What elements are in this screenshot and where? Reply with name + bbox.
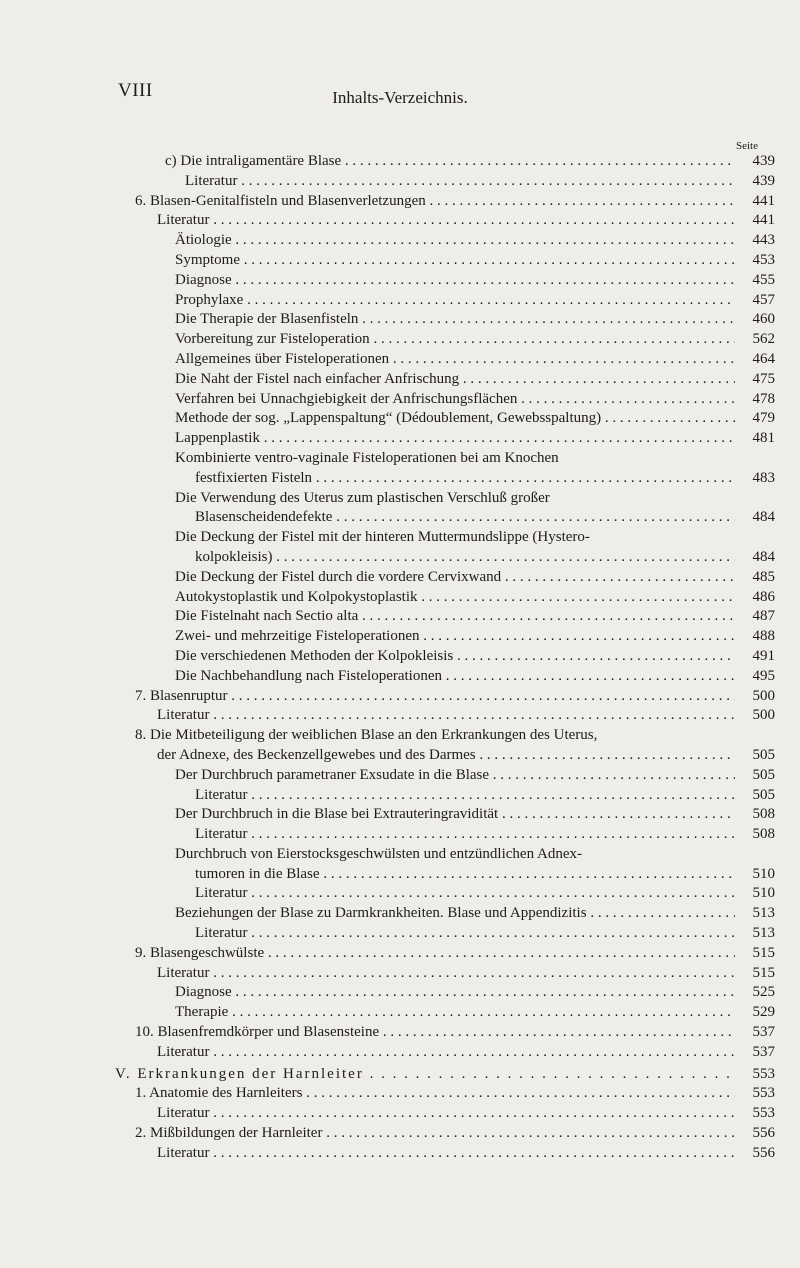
toc-page-number: 441 [752, 212, 775, 229]
toc-entry [115, 964, 775, 984]
toc-entry [115, 192, 775, 212]
toc-page-number: 556 [752, 1144, 775, 1161]
toc-entry [115, 152, 775, 172]
toc-entry [115, 350, 775, 370]
toc-entry-line [115, 726, 775, 746]
toc-page-number: 553 [752, 1085, 775, 1102]
toc-page-number: 479 [752, 410, 775, 427]
toc-entry-title: Literatur . . . [195, 825, 735, 845]
toc-page-number: 495 [752, 667, 775, 684]
toc-entry [115, 944, 775, 964]
toc-entry-title: Literatur . . . [157, 211, 735, 231]
toc-entry-title: 9. Blasengeschwülste . . . [135, 944, 735, 964]
toc-entry [115, 904, 775, 924]
toc-page-number: 515 [752, 944, 775, 961]
toc-entry-title: Literatur . . . [185, 172, 735, 192]
toc-page-number: 485 [752, 568, 775, 585]
toc-entry [115, 390, 775, 410]
toc-entry-title: Der Durchbruch parametraner Exsudate in die Blase . . . [175, 766, 735, 786]
toc-entry [115, 746, 775, 766]
toc-page-number: 455 [752, 271, 775, 288]
toc-page-number: 505 [752, 746, 775, 763]
toc-page-number: 508 [752, 806, 775, 823]
toc-entry-title: 6. Blasen-Genitalfisteln und Blasenverletzungen . . . [135, 192, 735, 212]
toc-entry-title: 7. Blasenruptur . . . [135, 687, 735, 707]
toc-entry-title: Allgemeines über Fisteloperationen . . . [175, 350, 735, 370]
toc-page-number: 481 [752, 430, 775, 447]
toc-entry-title: 8. Die Mitbeteiligung der weiblichen Blase an den Erkrankungen des Uterus, [135, 727, 598, 744]
table-of-contents [115, 152, 775, 1164]
toc-page-number: 500 [752, 707, 775, 724]
toc-entry-title: 10. Blasenfremdkörper und Blasensteine . . . [135, 1023, 735, 1043]
toc-page-number: 508 [752, 826, 775, 843]
toc-entry-title: Zwei- und mehrzeitige Fisteloperationen . . . [175, 627, 735, 647]
toc-entry-continuation: Blasenscheidendefekte . . . [195, 508, 735, 528]
toc-page-number: 500 [752, 687, 775, 704]
toc-entry-title: 2. Mißbildungen der Harnleiter . . . [135, 1124, 735, 1144]
toc-entry-title: Methode der sog. „Lappenspaltung“ (Dédoublement, Gewebsspaltung) . . . [175, 409, 735, 429]
toc-entry [115, 271, 775, 291]
toc-entry [115, 884, 775, 904]
toc-entry [115, 172, 775, 192]
toc-entry [115, 310, 775, 330]
toc-entry-title: 1. Anatomie des Harnleiters . . . [135, 1084, 735, 1104]
toc-entry [115, 1065, 775, 1085]
toc-entry-continuation: tumoren in die Blase . . . [195, 865, 735, 885]
toc-entry [115, 1043, 775, 1063]
toc-page-number: 556 [752, 1125, 775, 1142]
toc-entry-title: Beziehungen der Blase zu Darmkrankheiten. Blase und Appendizitis . . . [175, 904, 735, 924]
toc-page-number: 505 [752, 766, 775, 783]
toc-page-number: 529 [752, 1004, 775, 1021]
toc-entry [115, 786, 775, 806]
toc-entry-title: Literatur . . . [195, 924, 735, 944]
toc-entry-title: Die Nachbehandlung nach Fisteloperationen . . . [175, 667, 735, 687]
toc-page-number: 453 [752, 251, 775, 268]
toc-entry-title: Literatur . . . [157, 1144, 735, 1164]
toc-entry-title: Die Naht der Fistel nach einfacher Anfrischung . . . [175, 370, 735, 390]
toc-page-number: 443 [752, 232, 775, 249]
toc-entry [115, 766, 775, 786]
toc-entry-title: Verfahren bei Unnachgiebigkeit der Anfrischungsflächen . . . [175, 390, 735, 410]
toc-entry [115, 508, 775, 528]
toc-entry-title: Die Verwendung des Uterus zum plastischen Verschluß großer [175, 489, 550, 506]
toc-entry [115, 211, 775, 231]
toc-entry [115, 647, 775, 667]
toc-page-number: 478 [752, 390, 775, 407]
toc-entry-title: Literatur . . . [195, 786, 735, 806]
toc-entry [115, 469, 775, 489]
toc-page-number: 513 [752, 905, 775, 922]
toc-entry-line [115, 845, 775, 865]
toc-entry [115, 370, 775, 390]
toc-entry-title: Die Deckung der Fistel mit der hinteren Muttermundslippe (Hystero- [175, 529, 590, 546]
toc-entry-title: Symptome . . . [175, 251, 735, 271]
toc-entry-title: Durchbruch von Eierstocksgeschwülsten und entzündlichen Adnex- [175, 845, 582, 862]
toc-entry-title: Die verschiedenen Methoden der Kolpokleisis . . . [175, 647, 735, 667]
toc-entry [115, 548, 775, 568]
toc-entry-title: c) Die intraligamentäre Blase . . . [165, 152, 735, 172]
toc-entry [115, 687, 775, 707]
toc-entry [115, 330, 775, 350]
toc-page-number: 487 [752, 608, 775, 625]
toc-page-number: 486 [752, 588, 775, 605]
toc-entry [115, 1124, 775, 1144]
toc-page-number: 464 [752, 350, 775, 367]
toc-entry [115, 1003, 775, 1023]
toc-entry-line [115, 489, 775, 509]
toc-entry-title: Lappenplastik . . . [175, 429, 735, 449]
toc-entry [115, 627, 775, 647]
toc-entry [115, 706, 775, 726]
toc-entry-title: Diagnose . . . [175, 271, 735, 291]
toc-entry-title: Literatur . . . [195, 884, 735, 904]
toc-page-number: 441 [752, 192, 775, 209]
toc-page-number: 505 [752, 786, 775, 803]
toc-page-number: 525 [752, 984, 775, 1001]
toc-entry-title: Der Durchbruch in die Blase bei Extrauteringravidität . . . [175, 805, 735, 825]
toc-page-number: 562 [752, 331, 775, 348]
running-head: Inhalts-Verzeichnis. [332, 88, 468, 107]
toc-entry [115, 1084, 775, 1104]
page-column-label: Seite [736, 140, 758, 152]
toc-page-number: 510 [752, 865, 775, 882]
toc-entry-title: Autokystoplastik und Kolpokystoplastik . . . [175, 588, 735, 608]
toc-entry [115, 667, 775, 687]
page-number: VIII [118, 80, 153, 101]
toc-page-number: 460 [752, 311, 775, 328]
toc-entry [115, 865, 775, 885]
toc-page-number: 515 [752, 964, 775, 981]
toc-entry-title: Prophylaxe . . . [175, 291, 735, 311]
toc-page-number: 537 [752, 1043, 775, 1060]
toc-page-number: 537 [752, 1024, 775, 1041]
toc-entry-continuation: festfixierten Fisteln . . . [195, 469, 735, 489]
toc-page-number: 439 [752, 172, 775, 189]
toc-entry [115, 409, 775, 429]
toc-entry [115, 429, 775, 449]
toc-entry [115, 1104, 775, 1124]
toc-page-number: 510 [752, 885, 775, 902]
toc-page-number: 488 [752, 628, 775, 645]
toc-page-number: 484 [752, 509, 775, 526]
toc-page-number: 457 [752, 291, 775, 308]
toc-page-number: 439 [752, 153, 775, 169]
toc-page-number: 483 [752, 469, 775, 486]
toc-entry-title: Die Fistelnaht nach Sectio alta . . . [175, 607, 735, 627]
toc-entry-line [115, 528, 775, 548]
toc-entry-title: V. Erkrankungen der Harnleiter . . . [115, 1065, 735, 1085]
toc-entry-line [115, 449, 775, 469]
toc-entry [115, 1023, 775, 1043]
toc-page-number: 491 [752, 647, 775, 664]
toc-entry [115, 825, 775, 845]
toc-entry [115, 568, 775, 588]
toc-entry [115, 983, 775, 1003]
toc-entry [115, 607, 775, 627]
toc-entry-title: Literatur . . . [157, 964, 735, 984]
toc-entry-title: Literatur . . . [157, 1104, 735, 1124]
toc-entry-title: Literatur . . . [157, 1043, 735, 1063]
toc-entry-title: Ätiologie . . . [175, 231, 735, 251]
toc-entry-title: Die Therapie der Blasenfisteln . . . [175, 310, 735, 330]
toc-entry [115, 291, 775, 311]
toc-page-number: 475 [752, 370, 775, 387]
toc-page-number: 553 [752, 1065, 775, 1082]
toc-entry [115, 924, 775, 944]
toc-page-number: 484 [752, 548, 775, 565]
toc-entry [115, 251, 775, 271]
toc-entry-title: Vorbereitung zur Fisteloperation . . . [175, 330, 735, 350]
toc-entry-continuation: der Adnexe, des Beckenzellgewebes und des Darmes . . . [157, 746, 735, 766]
toc-entry-title: Diagnose . . . [175, 983, 735, 1003]
toc-entry-title: Literatur . . . [157, 706, 735, 726]
toc-entry-continuation: kolpokleisis) . . . [195, 548, 735, 568]
toc-entry [115, 231, 775, 251]
toc-entry [115, 805, 775, 825]
toc-page-number: 513 [752, 925, 775, 942]
toc-entry-title: Die Deckung der Fistel durch die vordere Cervixwand . . . [175, 568, 735, 588]
toc-entry-title: Therapie . . . [175, 1003, 735, 1023]
toc-entry [115, 1144, 775, 1164]
toc-entry [115, 588, 775, 608]
toc-page-number: 553 [752, 1105, 775, 1122]
toc-entry-title: Kombinierte ventro-vaginale Fisteloperationen bei am Knochen [175, 449, 559, 466]
